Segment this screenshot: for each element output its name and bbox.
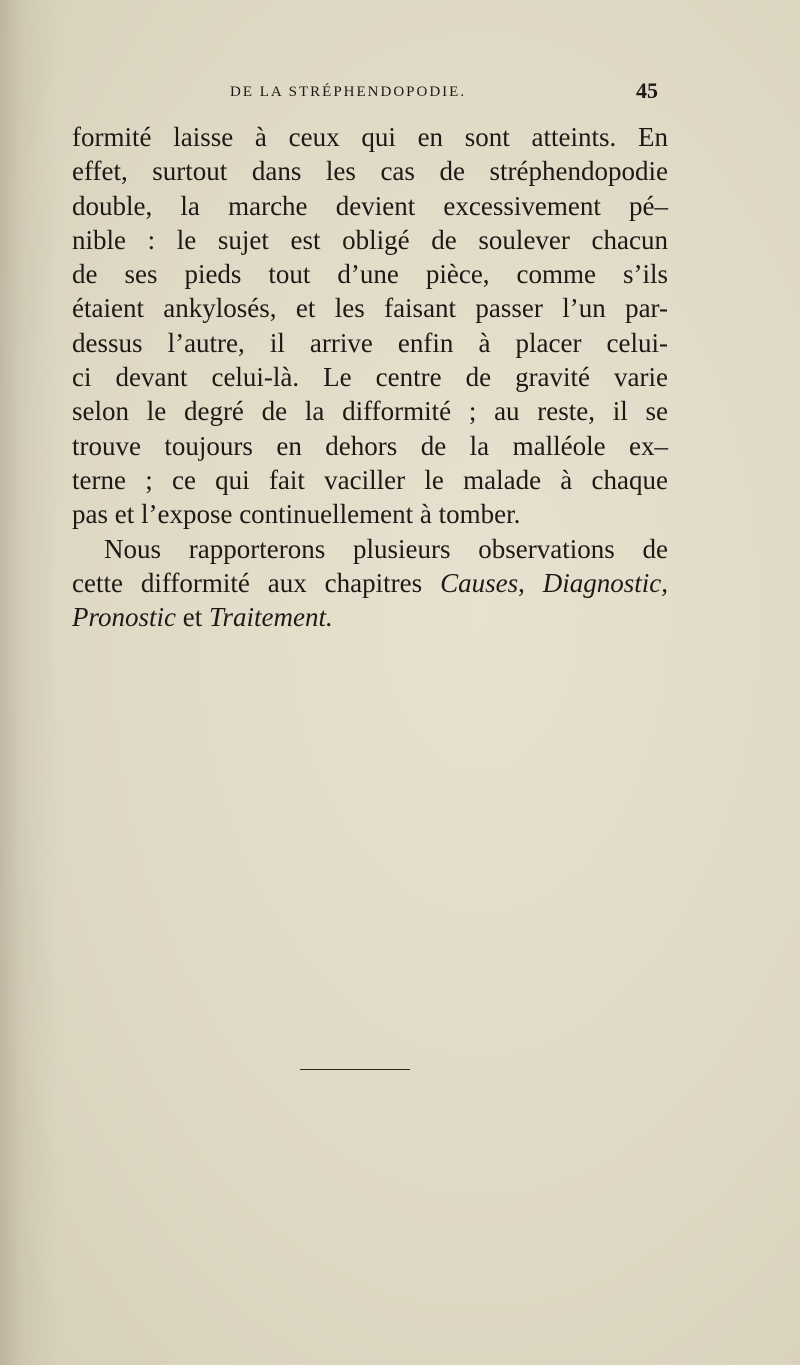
text-line: étaient ankylosés, et les faisant passer l’un par-: [72, 293, 668, 324]
text-line: selon le degré de la difformité ; au reste, il se: [72, 396, 668, 427]
section-rule: [300, 1069, 410, 1070]
text-line: effet, surtout dans les cas de stréphendopodie: [72, 156, 668, 187]
text-line: de ses pieds tout d’une pièce, comme s’ils: [72, 259, 668, 290]
text-line: double, la marche devient excessivement pé–: [72, 190, 668, 221]
text-line: ci devant celui-là. Le centre de gravité varie: [72, 362, 668, 393]
chapter-diagnostic: Diagnostic,: [542, 567, 668, 598]
text-line: pas et l’expose continuellement à tomber.: [72, 499, 521, 530]
running-header: DE LA STRÉPHENDOPODIE.: [230, 84, 467, 100]
text-fragment: cette difformité aux chapitres: [72, 567, 441, 598]
chapter-causes: Causes: [440, 567, 519, 598]
text-line: formité laisse à ceux qui en sont atteints. En: [72, 122, 668, 152]
body-text: [72, 120, 668, 634]
chapter-traitement: Traitement.: [209, 602, 333, 633]
chapter-pronostic: Pronostic: [72, 602, 176, 633]
text-line: [72, 566, 668, 600]
text-line: terne ; ce qui fait vaciller le malade à chaque: [72, 464, 668, 495]
text-line: dessus l’autre, il arrive enfin à placer celui-: [72, 327, 668, 358]
text-line: trouve toujours en dehors de la malléole ex–: [72, 430, 668, 461]
text-line: nible : le sujet est obligé de soulever chacun: [72, 224, 668, 255]
text-fragment: et: [176, 602, 209, 633]
text-line: Nous rapporterons plusieurs observations de: [104, 533, 668, 564]
page-number: 45: [636, 78, 658, 103]
text-line: [72, 600, 668, 634]
text-fragment: ,: [518, 567, 543, 598]
